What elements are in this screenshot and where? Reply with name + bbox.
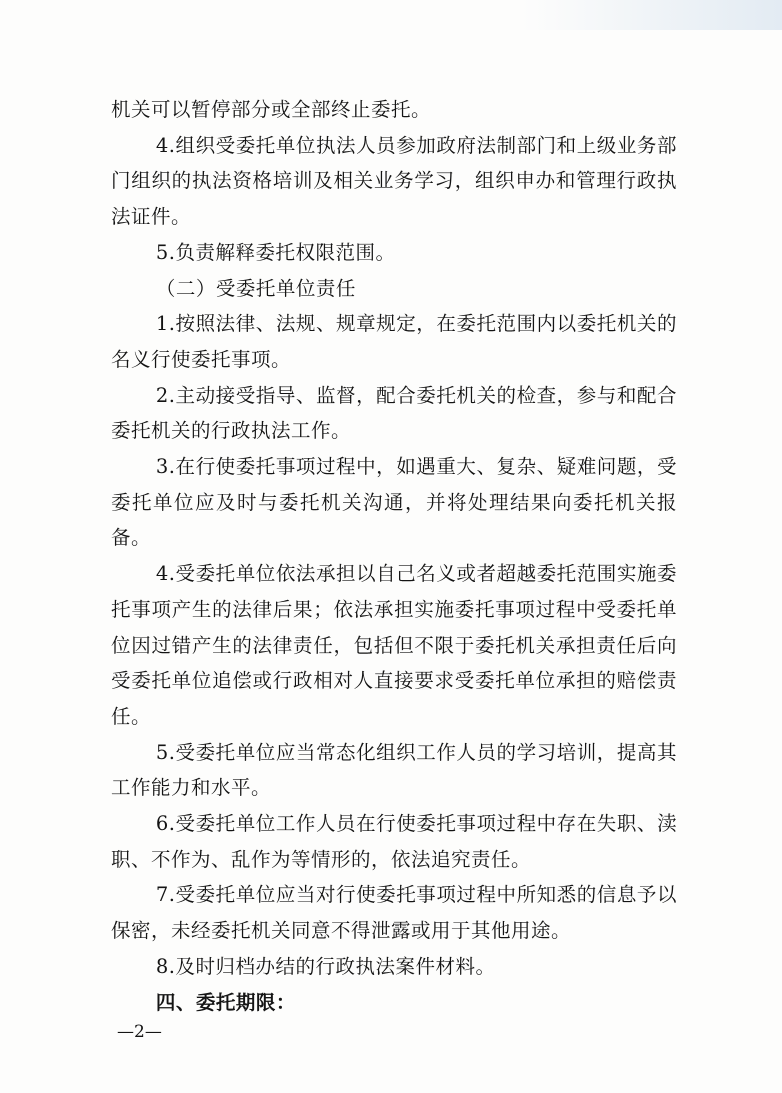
scan-edge-tint [522, 0, 782, 30]
paragraph-responsibility-1: 1.按照法律、法规、规章规定，在委托范围内以委托机关的名义行使委托事项。 [111, 312, 677, 371]
paragraph-responsibility-8: 8.及时归档办结的行政执法案件材料。 [155, 954, 496, 978]
paragraph-responsibility-2: 2.主动接受指导、监督，配合委托机关的检查，参与和配合委托机关的行政执法工作。 [111, 383, 677, 443]
page-number: —2— [117, 1022, 162, 1042]
paragraph-responsibility-7: 7.受委托单位应当对行使委托事项过程中所知悉的信息予以保密，未经委托机关同意不得泄露或用于其他用途。 [111, 883, 677, 943]
section-heading-entrustment-term: 四、委托期限： [155, 990, 296, 1014]
paragraph-item-5-interpretation: 5.负责解释委托权限范围。 [155, 240, 396, 264]
paragraph-item-4-training: 4.组织受委托单位执法人员参加政府法制部门和上级业务部门组织的执法资格培训及相关业务学习，组织申办和管理行政执法证件。 [111, 133, 677, 229]
section-heading-entrusted-unit-responsibility: （二）受委托单位责任 [155, 276, 356, 300]
paragraph-responsibility-5: 5.受委托单位应当常态化组织工作人员的学习培训，提高其工作能力和水平。 [111, 740, 677, 800]
document-body [111, 92, 677, 1020]
paragraph-continuation: 机关可以暂停部分或全部终止委托。 [111, 98, 432, 121]
paragraph-responsibility-4: 4.受委托单位依法承担以自己名义或者超越委托范围实施委托事项产生的法律后果；依法承担实施委托事项过程中受委托单位因过错产生的法律责任，包括但不限于委托机关承担责任后向受委托单位追偿或行政相对人直接要求受委托单位承担的赔偿责任。 [111, 562, 677, 728]
paragraph-responsibility-6: 6.受委托单位工作人员在行使委托事项过程中存在失职、渎职、不作为、乱作为等情形的，依法追究责任。 [111, 812, 677, 871]
paragraph-responsibility-3: 3.在行使委托事项过程中，如遇重大、复杂、疑难问题，受委托单位应及时与委托机关沟通，并将处理结果向委托机关报备。 [111, 455, 677, 550]
